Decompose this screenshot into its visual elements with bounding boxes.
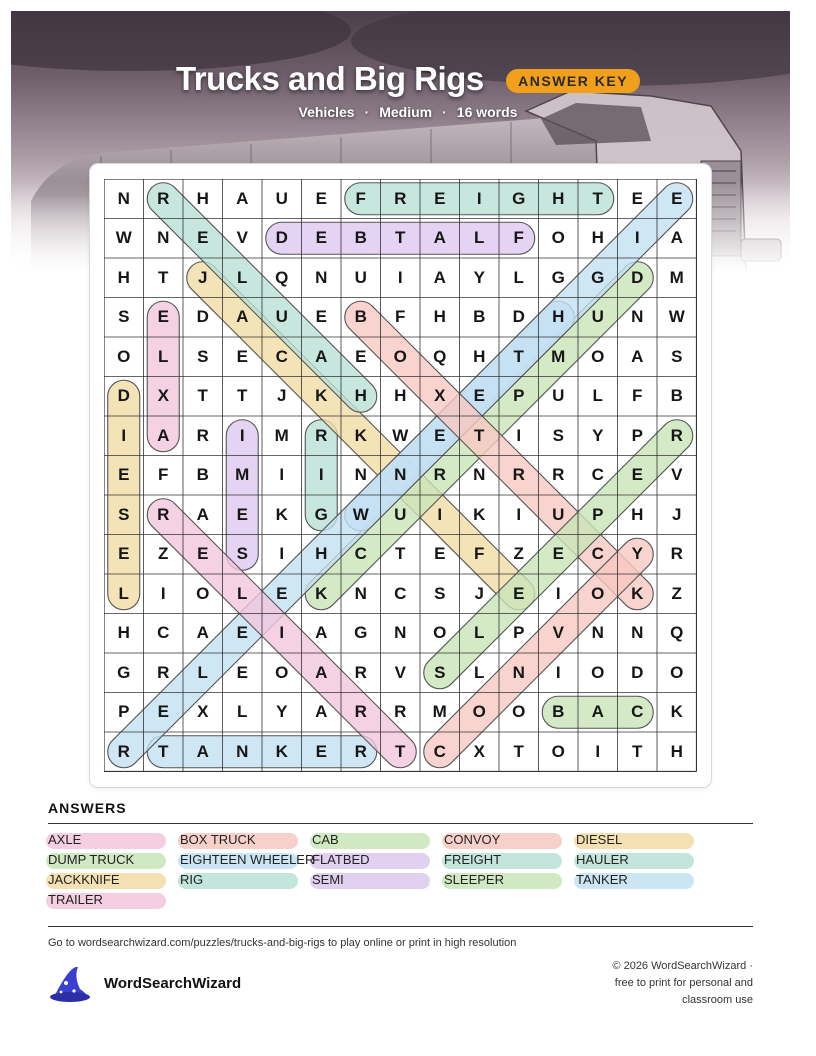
grid-cell[interactable]: J [277, 386, 287, 406]
grid-cell[interactable]: N [631, 623, 644, 643]
grid-cell[interactable]: F [474, 544, 485, 564]
grid-cell[interactable]: N [631, 307, 644, 327]
answer-label: FREIGHT [444, 852, 502, 867]
answer-key-badge: ANSWER KEY [506, 69, 640, 93]
grid-cell[interactable]: B [670, 386, 683, 406]
answer-label: TANKER [576, 872, 628, 887]
grid-cell[interactable]: S [434, 662, 446, 682]
answer-label: AXLE [48, 832, 82, 847]
grid-cell[interactable]: X [157, 386, 169, 406]
divider [48, 926, 753, 927]
grid-cell[interactable]: P [513, 623, 525, 643]
grid-cell[interactable]: H [394, 386, 407, 406]
grid-cell[interactable]: D [275, 228, 288, 248]
grid-cell[interactable]: T [513, 346, 524, 366]
grid-cell[interactable]: E [157, 307, 169, 327]
grid-cell[interactable]: O [275, 662, 289, 682]
grid-cell[interactable]: A [196, 623, 209, 643]
grid-cell[interactable]: D [631, 662, 644, 682]
grid-cell[interactable]: A [631, 346, 644, 366]
grid-cell[interactable]: L [474, 662, 485, 682]
grid-cell[interactable]: R [157, 662, 170, 682]
answer-item [444, 852, 501, 868]
grid-cell[interactable]: N [512, 662, 525, 682]
grid-cell[interactable]: H [354, 386, 367, 406]
grid-cell[interactable]: I [121, 425, 127, 445]
grid-cell[interactable]: E [236, 623, 248, 643]
grid-cell[interactable]: I [595, 741, 601, 761]
grid-cell[interactable]: G [117, 662, 131, 682]
grid-cell[interactable]: A [315, 662, 328, 682]
grid-cell[interactable]: B [473, 307, 486, 327]
grid-cell[interactable]: R [394, 702, 407, 722]
grid-cell[interactable]: H [552, 307, 565, 327]
grid-cell[interactable]: O [196, 583, 210, 603]
grid-cell[interactable]: E [157, 702, 169, 722]
grid-cell[interactable]: T [632, 741, 643, 761]
grid-cells [104, 179, 697, 772]
answer-item [180, 832, 256, 848]
grid-cell[interactable]: Y [473, 267, 485, 287]
grid-cell[interactable]: R [315, 425, 328, 445]
answer-label: FLATBED [312, 852, 370, 867]
answer-label: BOX TRUCK [180, 832, 256, 847]
answer-item [576, 852, 629, 868]
grid-cell[interactable]: W [352, 504, 369, 524]
grid-cell[interactable]: V [552, 623, 564, 643]
grid-cell[interactable]: I [279, 465, 285, 485]
grid-cell[interactable]: L [237, 583, 248, 603]
grid-cell[interactable]: I [555, 662, 561, 682]
grid-cell[interactable]: E [434, 425, 446, 445]
wizard-hat-icon [48, 963, 92, 1003]
grid-cell[interactable]: P [592, 504, 604, 524]
grid-cell[interactable]: F [355, 188, 366, 208]
grid-cell[interactable]: P [118, 702, 130, 722]
answer-label: CAB [312, 832, 339, 847]
grid-cell[interactable]: N [117, 188, 130, 208]
grid-cell[interactable]: I [279, 623, 285, 643]
grid-cell[interactable]: I [160, 583, 166, 603]
grid-cell[interactable]: I [634, 228, 640, 248]
grid-cell[interactable]: V [236, 228, 248, 248]
grid-cell[interactable]: O [512, 702, 526, 722]
grid-cell[interactable]: Q [670, 623, 684, 643]
grid-cell[interactable]: W [668, 307, 685, 327]
grid-cell[interactable]: O [591, 583, 605, 603]
grid-cell[interactable]: L [513, 267, 524, 287]
grid-cell[interactable]: K [315, 583, 328, 603]
grid-cell[interactable]: I [318, 465, 324, 485]
grid-cell[interactable]: E [434, 188, 446, 208]
grid-cell[interactable]: A [433, 228, 446, 248]
grid-cell[interactable]: S [434, 583, 446, 603]
answer-item [444, 872, 504, 888]
grid-cell[interactable]: N [354, 583, 367, 603]
grid-cell[interactable]: S [552, 425, 564, 445]
grid-cell[interactable]: A [315, 702, 328, 722]
grid-cell[interactable]: Y [276, 702, 288, 722]
grid-cell[interactable]: E [276, 583, 288, 603]
answer-label: EIGHTEEN WHEELER [180, 852, 315, 867]
grid-cell[interactable]: R [354, 662, 367, 682]
grid-cell[interactable]: E [434, 544, 446, 564]
grid-cell[interactable]: W [115, 228, 132, 248]
answer-item [312, 872, 344, 888]
grid-cell[interactable]: R [157, 504, 170, 524]
grid-cell[interactable]: L [237, 702, 248, 722]
grid-cell[interactable]: R [670, 425, 683, 445]
grid-cell[interactable]: C [591, 465, 604, 485]
grid-cell[interactable]: R [394, 188, 407, 208]
grid-cell[interactable]: E [118, 465, 130, 485]
answer-label: JACKKNIFE [48, 872, 120, 887]
puzzle-meta: Vehicles · Medium · 16 words [298, 104, 518, 120]
grid-cell[interactable]: K [473, 504, 486, 524]
grid-cell[interactable]: O [472, 702, 486, 722]
grid-cell[interactable]: J [198, 267, 208, 287]
grid-cell[interactable]: I [437, 504, 443, 524]
grid-cell[interactable]: E [315, 741, 327, 761]
grid-cell[interactable]: X [473, 741, 485, 761]
grid-cell[interactable]: N [236, 741, 249, 761]
answer-item [48, 852, 134, 868]
answer-item [576, 832, 622, 848]
grid-cell[interactable]: G [551, 267, 565, 287]
grid-cell[interactable]: O [591, 662, 605, 682]
grid-cell[interactable]: T [474, 425, 485, 445]
answer-label: TRAILER [48, 892, 103, 907]
grid-cell[interactable]: F [158, 465, 169, 485]
grid-cell[interactable]: Y [631, 544, 643, 564]
grid-cell[interactable]: Z [671, 583, 682, 603]
grid-cell[interactable]: D [196, 307, 209, 327]
grid-cell[interactable]: C [157, 623, 170, 643]
grid-cell[interactable]: S [236, 544, 248, 564]
copyright-line: free to print for personal and [614, 977, 753, 989]
grid-cell[interactable]: U [591, 307, 604, 327]
grid-cell[interactable]: X [197, 702, 209, 722]
grid-cell[interactable]: H [591, 228, 604, 248]
grid-cell[interactable]: V [671, 465, 683, 485]
grid-cell[interactable]: D [512, 307, 525, 327]
grid-cell[interactable]: H [315, 544, 328, 564]
grid-cell[interactable]: A [315, 623, 328, 643]
copyright [553, 958, 753, 1009]
grid-cell[interactable]: E [236, 346, 248, 366]
grid-cell[interactable]: E [197, 544, 209, 564]
grid-cell[interactable]: I [397, 267, 403, 287]
grid-cell[interactable]: T [197, 386, 208, 406]
grid-cell[interactable]: C [631, 702, 644, 722]
grid-cell[interactable]: T [237, 386, 248, 406]
grid-cell[interactable]: I [476, 188, 482, 208]
grid-cell[interactable]: A [236, 188, 249, 208]
grid-cell[interactable]: S [118, 504, 130, 524]
grid-cell[interactable]: Z [513, 544, 524, 564]
grid-cell[interactable]: K [275, 741, 288, 761]
grid-cell[interactable]: A [433, 267, 446, 287]
grid-cell[interactable]: H [473, 346, 486, 366]
grid-cell[interactable]: J [474, 583, 484, 603]
grid-cell[interactable]: A [670, 228, 683, 248]
grid-cell[interactable]: I [555, 583, 561, 603]
answer-item [48, 832, 81, 848]
grid-cell[interactable]: X [434, 386, 446, 406]
grid-cell[interactable]: U [552, 386, 565, 406]
grid-cell[interactable]: R [670, 544, 683, 564]
grid-cell[interactable]: H [117, 623, 130, 643]
grid-cell[interactable]: E [236, 662, 248, 682]
grid-cell[interactable]: H [117, 267, 130, 287]
grid-cell[interactable]: G [591, 267, 605, 287]
grid-cell[interactable]: M [669, 267, 684, 287]
grid-cell[interactable]: N [591, 623, 604, 643]
grid-cell[interactable]: E [118, 544, 130, 564]
brand-name: WordSearchWizard [104, 974, 242, 992]
grid-cell[interactable]: C [591, 544, 604, 564]
grid-cell[interactable]: G [512, 188, 526, 208]
grid-cell[interactable]: B [552, 702, 565, 722]
grid-cell[interactable]: M [235, 465, 250, 485]
answer-label: HAULER [576, 852, 629, 867]
grid-cell[interactable]: O [551, 741, 565, 761]
grid-cell[interactable]: H [433, 307, 446, 327]
grid-cell[interactable]: O [433, 623, 447, 643]
grid-cell[interactable]: E [552, 544, 564, 564]
grid-cell[interactable]: F [395, 307, 406, 327]
grid-cell[interactable]: V [394, 662, 406, 682]
answer-label: DIESEL [576, 832, 623, 847]
grid-cell[interactable]: E [197, 228, 209, 248]
grid-cell[interactable]: R [552, 465, 565, 485]
grid-cell[interactable]: E [355, 346, 367, 366]
play-online-link[interactable]: Go to wordsearchwizard.com/puzzles/trucks-and-big-rigs to play online or print in high resolution [48, 937, 517, 949]
answer-item [48, 892, 103, 908]
page-title: Trucks and Big Rigs [175, 60, 484, 97]
grid-cell[interactable]: A [157, 425, 170, 445]
grid-cell[interactable]: I [279, 544, 285, 564]
copyright-line: classroom use [682, 994, 753, 1006]
grid-cell[interactable]: E [631, 465, 643, 485]
grid-cell[interactable]: S [671, 346, 683, 366]
grid-cell[interactable]: A [196, 741, 209, 761]
grid-cell[interactable]: T [395, 741, 406, 761]
answer-label: RIG [180, 872, 204, 887]
grid-cell[interactable]: L [197, 662, 208, 682]
grid-cell[interactable]: T [158, 741, 169, 761]
grid-cell[interactable]: L [474, 228, 485, 248]
answers-heading: ANSWERS [48, 800, 127, 816]
answer-item [180, 872, 203, 888]
grid-cell[interactable]: N [394, 465, 407, 485]
grid-cell[interactable]: J [672, 504, 682, 524]
grid-cell[interactable]: T [395, 544, 406, 564]
letter-grid[interactable] [104, 179, 697, 772]
answer-item [48, 872, 120, 888]
grid-cell[interactable]: R [157, 188, 170, 208]
grid-cell[interactable]: N [394, 623, 407, 643]
grid-cell[interactable]: N [473, 465, 486, 485]
grid-cell[interactable]: E [513, 583, 525, 603]
grid-cell[interactable]: N [354, 465, 367, 485]
grid-cell[interactable]: U [275, 307, 288, 327]
grid-cell[interactable]: N [157, 228, 170, 248]
grid-cell[interactable]: K [275, 504, 288, 524]
grid-cell[interactable]: G [314, 504, 328, 524]
grid-cell[interactable]: H [196, 188, 209, 208]
grid-cell[interactable]: S [197, 346, 209, 366]
grid-cell[interactable]: U [394, 504, 407, 524]
grid-cell[interactable]: L [118, 583, 129, 603]
answer-label: SEMI [312, 872, 344, 887]
grid-cell[interactable]: O [117, 346, 131, 366]
grid-cell[interactable]: T [592, 188, 603, 208]
copyright-line: © 2026 WordSearchWizard · [612, 960, 753, 972]
grid-cell[interactable]: R [354, 741, 367, 761]
grid-cell[interactable]: C [394, 583, 407, 603]
grid-cell[interactable]: I [239, 425, 245, 445]
grid-cell[interactable]: K [354, 425, 367, 445]
grid-cell[interactable]: D [631, 267, 644, 287]
grid-cell[interactable]: H [552, 188, 565, 208]
answer-item [312, 852, 370, 868]
grid-cell[interactable]: L [474, 623, 485, 643]
grid-cell[interactable]: R [354, 702, 367, 722]
answer-item [180, 852, 314, 868]
grid-cell[interactable]: E [315, 307, 327, 327]
category-label: Vehicles [298, 104, 355, 120]
grid-cell[interactable]: U [275, 188, 288, 208]
grid-cell[interactable]: E [315, 228, 327, 248]
grid-cell[interactable]: N [315, 267, 328, 287]
answer-item [444, 832, 500, 848]
grid-cell[interactable]: C [433, 741, 446, 761]
grid-cell[interactable]: A [315, 346, 328, 366]
grid-cell[interactable]: A [236, 307, 249, 327]
word-count-label: 16 words [456, 104, 518, 120]
grid-cell[interactable]: E [315, 188, 327, 208]
grid-cell[interactable]: Y [592, 425, 604, 445]
grid-cell[interactable]: S [118, 307, 130, 327]
grid-cell[interactable]: C [275, 346, 288, 366]
grid-cell[interactable]: F [513, 228, 524, 248]
grid-cell[interactable]: U [354, 267, 367, 287]
grid-cell[interactable]: O [670, 662, 684, 682]
grid-cell[interactable]: H [631, 504, 644, 524]
grid-cell[interactable]: K [315, 386, 328, 406]
grid-cell[interactable]: T [158, 267, 169, 287]
grid-cell[interactable]: R [117, 741, 130, 761]
difficulty-label: Medium [379, 104, 433, 120]
answer-label: CONVOY [444, 832, 501, 847]
grid-cell[interactable]: L [592, 386, 603, 406]
grid-cell[interactable]: K [670, 702, 683, 722]
grid-cell[interactable]: O [591, 346, 605, 366]
grid-cell[interactable]: I [516, 504, 522, 524]
grid-cell[interactable]: M [274, 425, 289, 445]
grid-cell[interactable]: T [513, 741, 524, 761]
divider [48, 823, 753, 824]
brand[interactable] [48, 963, 241, 1003]
answer-label: DUMP TRUCK [48, 852, 135, 867]
grid-cell[interactable]: G [354, 623, 368, 643]
answer-label: SLEEPER [444, 872, 504, 887]
grid-cell[interactable]: I [516, 425, 522, 445]
grid-cell[interactable]: K [631, 583, 644, 603]
grid-cell[interactable]: R [196, 425, 209, 445]
grid-cell[interactable]: A [591, 702, 604, 722]
grid-cell[interactable]: B [354, 307, 367, 327]
grid-cell[interactable]: D [117, 386, 130, 406]
grid-cell[interactable]: B [196, 465, 209, 485]
grid-cell[interactable]: E [671, 188, 683, 208]
grid-cell[interactable]: T [395, 228, 406, 248]
grid-cell[interactable]: M [432, 702, 447, 722]
grid-cell[interactable]: P [513, 386, 525, 406]
answer-item [312, 832, 339, 848]
grid-cell[interactable]: P [631, 425, 643, 445]
grid-cell[interactable]: F [632, 386, 643, 406]
grid-cell[interactable]: L [158, 346, 169, 366]
grid-cell[interactable]: C [354, 544, 367, 564]
grid-cell[interactable]: O [551, 228, 565, 248]
grid-cell[interactable]: W [392, 425, 409, 445]
grid-cell[interactable]: E [236, 504, 248, 524]
grid-cell[interactable]: E [631, 188, 643, 208]
title-row [0, 60, 816, 98]
grid-cell[interactable]: H [670, 741, 683, 761]
grid-cell[interactable]: U [552, 504, 565, 524]
grid-cell[interactable]: R [433, 465, 446, 485]
grid-cell[interactable]: Q [433, 346, 447, 366]
grid-cell[interactable]: Q [275, 267, 289, 287]
grid-cell[interactable]: E [473, 386, 485, 406]
grid-cell[interactable]: O [393, 346, 407, 366]
grid-cell[interactable]: R [512, 465, 525, 485]
grid-cell[interactable]: Z [158, 544, 169, 564]
grid-cell[interactable]: L [237, 267, 248, 287]
answer-item [576, 872, 628, 888]
grid-cell[interactable]: M [551, 346, 566, 366]
grid-cell[interactable]: A [196, 504, 209, 524]
grid-cell[interactable]: B [354, 228, 367, 248]
